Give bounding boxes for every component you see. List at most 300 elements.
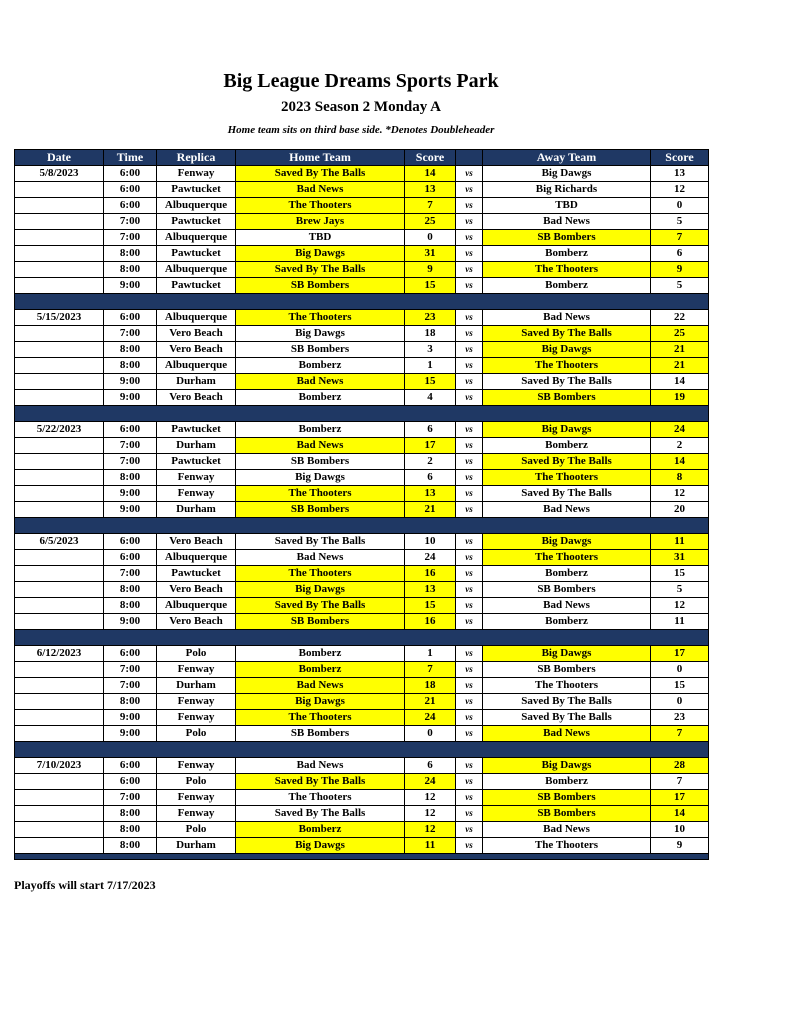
- away-team-cell: Big Dawgs: [483, 646, 651, 662]
- header-date: Date: [15, 150, 104, 166]
- home-team-cell: SB Bombers: [236, 342, 405, 358]
- away-score-cell: 7: [651, 726, 709, 742]
- date-cell: [15, 438, 104, 454]
- replica-cell: Pawtucket: [157, 278, 236, 294]
- away-team-cell: SB Bombers: [483, 790, 651, 806]
- page-title: Big League Dreams Sports Park: [223, 70, 499, 92]
- away-score-cell: 5: [651, 278, 709, 294]
- home-score-cell: 24: [405, 550, 456, 566]
- away-score-cell: 0: [651, 198, 709, 214]
- home-score-cell: 12: [405, 822, 456, 838]
- date-cell: [15, 502, 104, 518]
- time-cell: 8:00: [104, 470, 157, 486]
- date-cell: [15, 550, 104, 566]
- replica-cell: Albuquerque: [157, 262, 236, 278]
- replica-cell: Fenway: [157, 694, 236, 710]
- time-cell: 8:00: [104, 806, 157, 822]
- away-team-cell: Saved By The Balls: [483, 486, 651, 502]
- home-team-cell: The Thooters: [236, 198, 405, 214]
- home-score-cell: 6: [405, 470, 456, 486]
- home-score-cell: 21: [405, 502, 456, 518]
- home-team-cell: Big Dawgs: [236, 326, 405, 342]
- home-team-cell: Brew Jays: [236, 214, 405, 230]
- vs-cell: vs: [456, 438, 483, 454]
- time-cell: 9:00: [104, 614, 157, 630]
- time-cell: 9:00: [104, 502, 157, 518]
- header-row: [15, 150, 709, 166]
- time-cell: 8:00: [104, 262, 157, 278]
- page-subtitle: 2023 Season 2 Monday A: [280, 99, 442, 115]
- replica-cell: Fenway: [157, 662, 236, 678]
- date-cell: [15, 566, 104, 582]
- home-team-cell: The Thooters: [236, 486, 405, 502]
- away-score-cell: 0: [651, 694, 709, 710]
- away-score-cell: 15: [651, 566, 709, 582]
- home-team-cell: The Thooters: [236, 790, 405, 806]
- replica-cell: Albuquerque: [157, 230, 236, 246]
- time-cell: 6:00: [104, 774, 157, 790]
- vs-cell: vs: [456, 678, 483, 694]
- home-score-cell: 13: [405, 182, 456, 198]
- header-home-team: Home Team: [236, 150, 405, 166]
- vs-cell: vs: [456, 806, 483, 822]
- away-team-cell: The Thooters: [483, 838, 651, 854]
- away-team-cell: The Thooters: [483, 470, 651, 486]
- date-cell: [15, 614, 104, 630]
- away-score-cell: 12: [651, 182, 709, 198]
- time-cell: 8:00: [104, 582, 157, 598]
- home-team-cell: TBD: [236, 230, 405, 246]
- game-row: [15, 182, 709, 198]
- home-score-cell: 7: [405, 198, 456, 214]
- vs-cell: vs: [456, 614, 483, 630]
- away-team-cell: Saved By The Balls: [483, 694, 651, 710]
- away-score-cell: 9: [651, 262, 709, 278]
- vs-cell: vs: [456, 166, 483, 182]
- vs-cell: vs: [456, 326, 483, 342]
- time-cell: 7:00: [104, 438, 157, 454]
- game-row: [15, 534, 709, 550]
- away-team-cell: SB Bombers: [483, 662, 651, 678]
- game-row: [15, 550, 709, 566]
- game-row: [15, 582, 709, 598]
- away-score-cell: 8: [651, 470, 709, 486]
- away-score-cell: 17: [651, 646, 709, 662]
- time-cell: 8:00: [104, 358, 157, 374]
- away-team-cell: Saved By The Balls: [483, 326, 651, 342]
- away-team-cell: The Thooters: [483, 550, 651, 566]
- date-cell: [15, 470, 104, 486]
- replica-cell: Fenway: [157, 486, 236, 502]
- away-score-cell: 14: [651, 454, 709, 470]
- home-score-cell: 18: [405, 326, 456, 342]
- vs-cell: vs: [456, 662, 483, 678]
- away-team-cell: Big Dawgs: [483, 534, 651, 550]
- away-score-cell: 12: [651, 598, 709, 614]
- game-row: [15, 566, 709, 582]
- time-cell: 9:00: [104, 710, 157, 726]
- vs-cell: vs: [456, 262, 483, 278]
- date-cell: [15, 726, 104, 742]
- game-row: [15, 278, 709, 294]
- home-team-cell: Bomberz: [236, 358, 405, 374]
- game-row: [15, 598, 709, 614]
- vs-cell: vs: [456, 246, 483, 262]
- time-cell: 7:00: [104, 678, 157, 694]
- game-row: [15, 454, 709, 470]
- date-cell: [15, 678, 104, 694]
- time-cell: 9:00: [104, 726, 157, 742]
- replica-cell: Albuquerque: [157, 310, 236, 326]
- home-score-cell: 17: [405, 438, 456, 454]
- vs-cell: vs: [456, 486, 483, 502]
- game-row: [15, 198, 709, 214]
- away-team-cell: SB Bombers: [483, 230, 651, 246]
- vs-cell: vs: [456, 502, 483, 518]
- home-team-cell: Bomberz: [236, 422, 405, 438]
- time-cell: 7:00: [104, 454, 157, 470]
- time-cell: 8:00: [104, 694, 157, 710]
- date-cell: [15, 806, 104, 822]
- game-row: [15, 838, 709, 854]
- vs-cell: vs: [456, 182, 483, 198]
- game-row: [15, 310, 709, 326]
- game-row: [15, 262, 709, 278]
- group-separator: [15, 630, 709, 646]
- time-cell: 7:00: [104, 214, 157, 230]
- home-team-cell: Bad News: [236, 374, 405, 390]
- game-row: [15, 358, 709, 374]
- date-cell: [15, 374, 104, 390]
- time-cell: 7:00: [104, 326, 157, 342]
- home-score-cell: 1: [405, 358, 456, 374]
- home-score-cell: 21: [405, 694, 456, 710]
- home-team-note: Home team sits on third base side. *Denotes Doubleheader: [227, 124, 495, 136]
- away-team-cell: Bomberz: [483, 614, 651, 630]
- header-away-team: Away Team: [483, 150, 651, 166]
- replica-cell: Pawtucket: [157, 454, 236, 470]
- home-score-cell: 3: [405, 342, 456, 358]
- away-score-cell: 10: [651, 822, 709, 838]
- home-score-cell: 12: [405, 790, 456, 806]
- home-score-cell: 0: [405, 726, 456, 742]
- date-cell: [15, 838, 104, 854]
- vs-cell: vs: [456, 710, 483, 726]
- away-score-cell: 13: [651, 166, 709, 182]
- away-score-cell: 9: [651, 838, 709, 854]
- group-separator-bar: [15, 294, 709, 310]
- home-team-cell: SB Bombers: [236, 454, 405, 470]
- away-score-cell: 14: [651, 374, 709, 390]
- game-row: [15, 694, 709, 710]
- away-score-cell: 2: [651, 438, 709, 454]
- table-body: [15, 166, 709, 860]
- table-bottom-bar-cell: [15, 854, 709, 860]
- away-team-cell: Bad News: [483, 726, 651, 742]
- vs-cell: vs: [456, 694, 483, 710]
- replica-cell: Polo: [157, 726, 236, 742]
- replica-cell: Pawtucket: [157, 422, 236, 438]
- replica-cell: Durham: [157, 502, 236, 518]
- time-cell: 7:00: [104, 566, 157, 582]
- away-score-cell: 23: [651, 710, 709, 726]
- home-team-cell: Saved By The Balls: [236, 598, 405, 614]
- game-row: [15, 758, 709, 774]
- game-row: [15, 438, 709, 454]
- date-cell: [15, 358, 104, 374]
- home-team-cell: SB Bombers: [236, 278, 405, 294]
- time-cell: 8:00: [104, 598, 157, 614]
- time-cell: 6:00: [104, 422, 157, 438]
- away-team-cell: Big Dawgs: [483, 166, 651, 182]
- home-team-cell: Saved By The Balls: [236, 262, 405, 278]
- date-cell: [15, 486, 104, 502]
- vs-cell: vs: [456, 566, 483, 582]
- home-team-cell: Bad News: [236, 182, 405, 198]
- home-score-cell: 13: [405, 582, 456, 598]
- game-row: [15, 710, 709, 726]
- home-score-cell: 4: [405, 390, 456, 406]
- table-header: [15, 150, 709, 166]
- home-team-cell: Saved By The Balls: [236, 534, 405, 550]
- away-score-cell: 6: [651, 246, 709, 262]
- away-team-cell: Big Richards: [483, 182, 651, 198]
- game-row: [15, 214, 709, 230]
- away-team-cell: Saved By The Balls: [483, 710, 651, 726]
- away-team-cell: Bomberz: [483, 278, 651, 294]
- away-score-cell: 20: [651, 502, 709, 518]
- vs-cell: vs: [456, 358, 483, 374]
- replica-cell: Polo: [157, 822, 236, 838]
- replica-cell: Albuquerque: [157, 198, 236, 214]
- home-team-cell: Bad News: [236, 550, 405, 566]
- vs-cell: vs: [456, 454, 483, 470]
- game-row: [15, 614, 709, 630]
- vs-cell: vs: [456, 550, 483, 566]
- replica-cell: Fenway: [157, 166, 236, 182]
- home-team-cell: Bad News: [236, 678, 405, 694]
- home-score-cell: 31: [405, 246, 456, 262]
- vs-cell: vs: [456, 646, 483, 662]
- group-separator-bar: [15, 742, 709, 758]
- home-score-cell: 18: [405, 678, 456, 694]
- home-team-cell: The Thooters: [236, 566, 405, 582]
- replica-cell: Fenway: [157, 758, 236, 774]
- away-team-cell: Bad News: [483, 310, 651, 326]
- date-cell: [15, 246, 104, 262]
- time-cell: 6:00: [104, 550, 157, 566]
- home-team-cell: Bomberz: [236, 662, 405, 678]
- time-cell: 8:00: [104, 838, 157, 854]
- away-score-cell: 28: [651, 758, 709, 774]
- replica-cell: Durham: [157, 838, 236, 854]
- game-row: [15, 166, 709, 182]
- schedule-table: [14, 149, 709, 860]
- home-team-cell: SB Bombers: [236, 614, 405, 630]
- group-separator: [15, 294, 709, 310]
- game-row: [15, 390, 709, 406]
- game-row: [15, 230, 709, 246]
- home-team-cell: Big Dawgs: [236, 694, 405, 710]
- away-team-cell: SB Bombers: [483, 390, 651, 406]
- away-team-cell: SB Bombers: [483, 806, 651, 822]
- away-team-cell: TBD: [483, 198, 651, 214]
- game-row: [15, 790, 709, 806]
- date-cell: [15, 390, 104, 406]
- home-team-cell: Bomberz: [236, 646, 405, 662]
- away-score-cell: 11: [651, 534, 709, 550]
- time-cell: 8:00: [104, 246, 157, 262]
- away-score-cell: 12: [651, 486, 709, 502]
- home-team-cell: SB Bombers: [236, 502, 405, 518]
- date-cell: [15, 230, 104, 246]
- replica-cell: Durham: [157, 374, 236, 390]
- away-score-cell: 7: [651, 774, 709, 790]
- date-cell: 6/5/2023: [15, 534, 104, 550]
- game-row: [15, 806, 709, 822]
- time-cell: 6:00: [104, 310, 157, 326]
- date-cell: 5/22/2023: [15, 422, 104, 438]
- replica-cell: Vero Beach: [157, 614, 236, 630]
- vs-cell: vs: [456, 374, 483, 390]
- time-cell: 9:00: [104, 390, 157, 406]
- vs-cell: vs: [456, 598, 483, 614]
- game-row: [15, 822, 709, 838]
- vs-cell: vs: [456, 790, 483, 806]
- away-score-cell: 5: [651, 214, 709, 230]
- header-replica: Replica: [157, 150, 236, 166]
- vs-cell: vs: [456, 582, 483, 598]
- away-team-cell: The Thooters: [483, 358, 651, 374]
- time-cell: 6:00: [104, 534, 157, 550]
- home-score-cell: 23: [405, 310, 456, 326]
- away-team-cell: Bad News: [483, 214, 651, 230]
- home-score-cell: 14: [405, 166, 456, 182]
- time-cell: 6:00: [104, 182, 157, 198]
- header-score: Score: [405, 150, 456, 166]
- replica-cell: Durham: [157, 438, 236, 454]
- date-cell: [15, 582, 104, 598]
- game-row: [15, 774, 709, 790]
- time-cell: 8:00: [104, 342, 157, 358]
- replica-cell: Vero Beach: [157, 582, 236, 598]
- vs-cell: vs: [456, 278, 483, 294]
- away-score-cell: 21: [651, 358, 709, 374]
- time-cell: 6:00: [104, 646, 157, 662]
- home-team-cell: Saved By The Balls: [236, 774, 405, 790]
- game-row: [15, 470, 709, 486]
- header-score-away: Score: [651, 150, 709, 166]
- away-team-cell: Bomberz: [483, 774, 651, 790]
- replica-cell: Polo: [157, 646, 236, 662]
- time-cell: 6:00: [104, 166, 157, 182]
- away-score-cell: 11: [651, 614, 709, 630]
- home-team-cell: Bomberz: [236, 390, 405, 406]
- time-cell: 7:00: [104, 790, 157, 806]
- date-cell: 5/8/2023: [15, 166, 104, 182]
- home-score-cell: 10: [405, 534, 456, 550]
- game-row: [15, 246, 709, 262]
- table-bottom-bar: [15, 854, 709, 860]
- replica-cell: Vero Beach: [157, 534, 236, 550]
- date-cell: [15, 198, 104, 214]
- home-score-cell: 11: [405, 838, 456, 854]
- date-cell: [15, 598, 104, 614]
- replica-cell: Pawtucket: [157, 214, 236, 230]
- away-score-cell: 25: [651, 326, 709, 342]
- date-cell: [15, 790, 104, 806]
- home-score-cell: 6: [405, 758, 456, 774]
- away-team-cell: Saved By The Balls: [483, 454, 651, 470]
- date-cell: [15, 822, 104, 838]
- home-score-cell: 15: [405, 374, 456, 390]
- replica-cell: Pawtucket: [157, 566, 236, 582]
- replica-cell: Albuquerque: [157, 598, 236, 614]
- home-team-cell: SB Bombers: [236, 726, 405, 742]
- vs-cell: vs: [456, 822, 483, 838]
- date-cell: [15, 774, 104, 790]
- away-team-cell: SB Bombers: [483, 582, 651, 598]
- time-cell: 6:00: [104, 198, 157, 214]
- date-cell: 7/10/2023: [15, 758, 104, 774]
- away-score-cell: 19: [651, 390, 709, 406]
- away-team-cell: The Thooters: [483, 262, 651, 278]
- vs-cell: vs: [456, 390, 483, 406]
- group-separator: [15, 518, 709, 534]
- away-score-cell: 15: [651, 678, 709, 694]
- home-score-cell: 15: [405, 278, 456, 294]
- group-separator: [15, 406, 709, 422]
- replica-cell: Durham: [157, 678, 236, 694]
- away-score-cell: 31: [651, 550, 709, 566]
- date-cell: [15, 182, 104, 198]
- group-separator-bar: [15, 518, 709, 534]
- vs-cell: vs: [456, 758, 483, 774]
- time-cell: 7:00: [104, 230, 157, 246]
- game-row: [15, 726, 709, 742]
- away-team-cell: Big Dawgs: [483, 758, 651, 774]
- home-team-cell: Big Dawgs: [236, 582, 405, 598]
- away-team-cell: Bomberz: [483, 566, 651, 582]
- game-row: [15, 678, 709, 694]
- home-score-cell: 13: [405, 486, 456, 502]
- replica-cell: Vero Beach: [157, 390, 236, 406]
- home-team-cell: Big Dawgs: [236, 838, 405, 854]
- home-score-cell: 25: [405, 214, 456, 230]
- game-row: [15, 646, 709, 662]
- time-cell: 9:00: [104, 278, 157, 294]
- home-score-cell: 2: [405, 454, 456, 470]
- header-vs: [456, 150, 483, 166]
- home-score-cell: 16: [405, 566, 456, 582]
- vs-cell: vs: [456, 774, 483, 790]
- home-team-cell: Big Dawgs: [236, 470, 405, 486]
- vs-cell: vs: [456, 230, 483, 246]
- time-cell: 6:00: [104, 758, 157, 774]
- date-cell: 5/15/2023: [15, 310, 104, 326]
- vs-cell: vs: [456, 422, 483, 438]
- replica-cell: Fenway: [157, 806, 236, 822]
- home-team-cell: The Thooters: [236, 710, 405, 726]
- home-score-cell: 1: [405, 646, 456, 662]
- vs-cell: vs: [456, 310, 483, 326]
- replica-cell: Vero Beach: [157, 326, 236, 342]
- playoffs-note: Playoffs will start 7/17/2023: [14, 878, 156, 892]
- home-score-cell: 7: [405, 662, 456, 678]
- home-score-cell: 16: [405, 614, 456, 630]
- away-team-cell: The Thooters: [483, 678, 651, 694]
- home-team-cell: Saved By The Balls: [236, 166, 405, 182]
